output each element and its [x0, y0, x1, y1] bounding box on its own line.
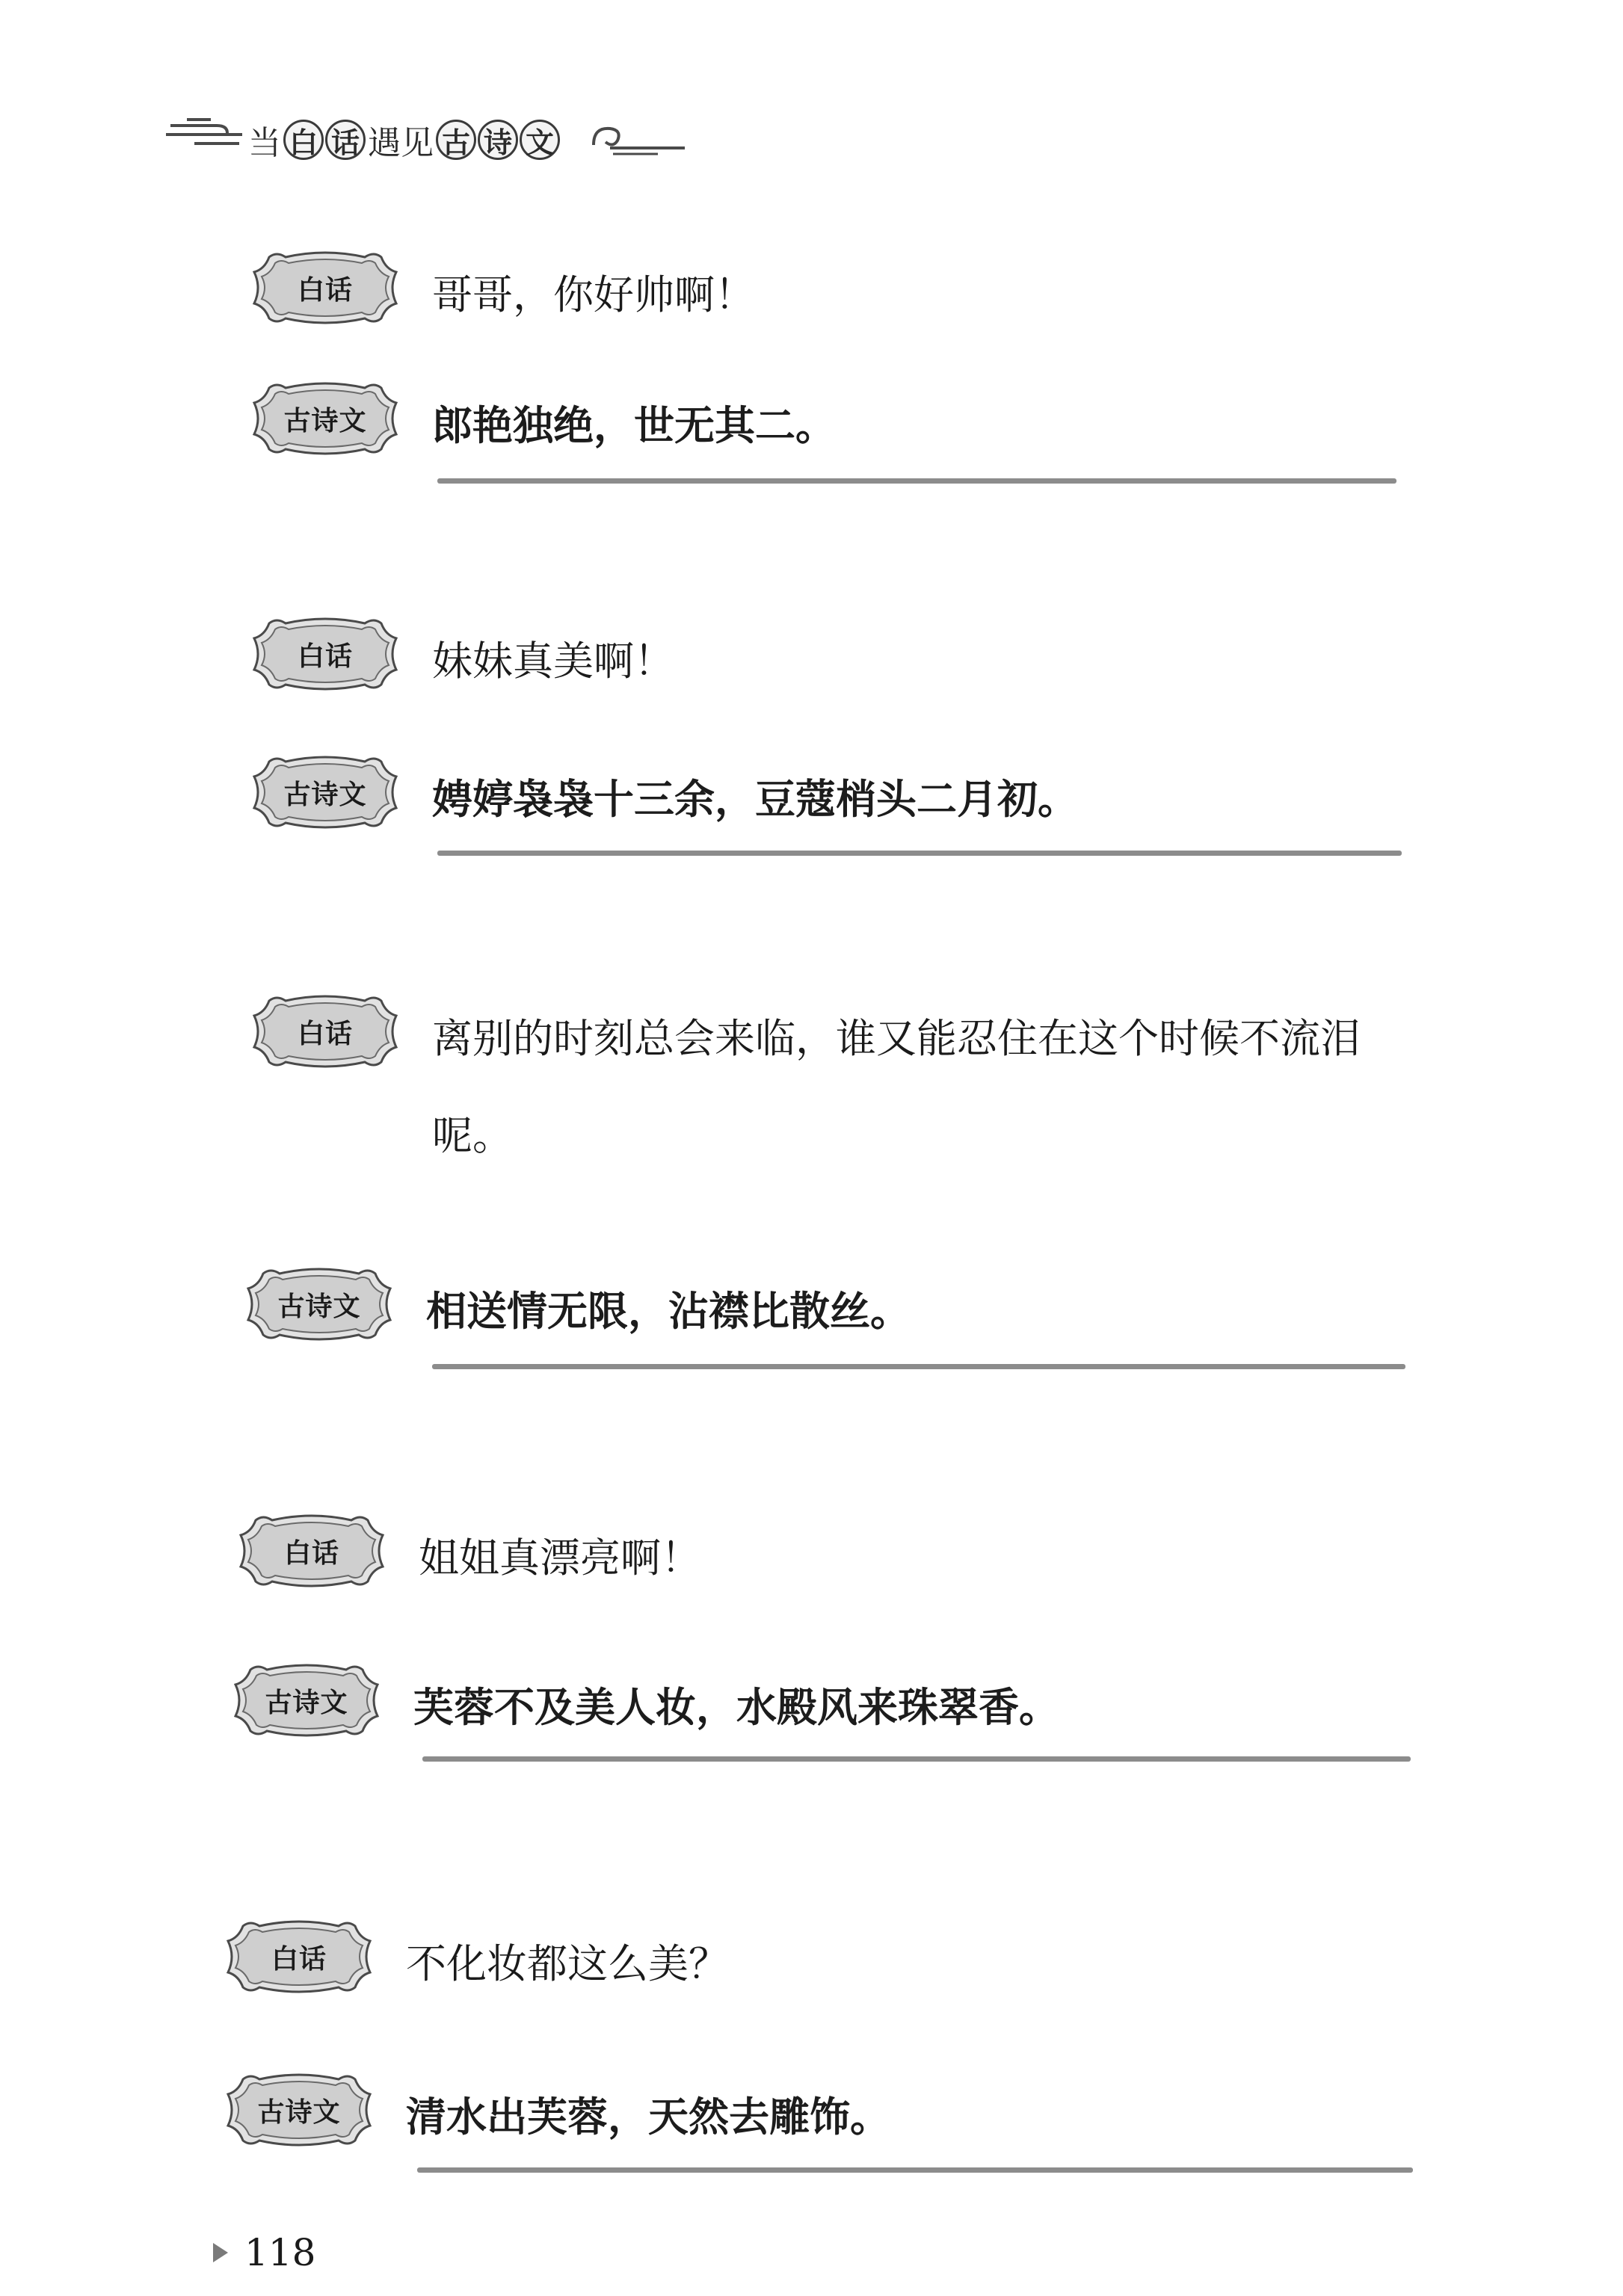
folio — [213, 2231, 315, 2274]
page-number: 118 — [244, 2231, 316, 2274]
vernacular-tag-label: 白话 — [271, 1943, 327, 1975]
divider-line — [437, 478, 1396, 484]
vernacular-line — [247, 613, 1389, 710]
vernacular-line — [247, 990, 1426, 1185]
classical-tag-label: 古诗文 — [283, 405, 367, 436]
vernacular-tag-label: 白话 — [297, 641, 353, 672]
vernacular-text: 哥哥，你好帅啊！ — [432, 271, 755, 318]
vernacular-tag-label: 白话 — [297, 1018, 353, 1049]
classical-tag — [247, 751, 404, 833]
classical-tag-label: 古诗文 — [265, 1687, 348, 1718]
vernacular-tag-label: 白话 — [297, 274, 353, 306]
header-title-bubble-char: 文 — [520, 120, 560, 160]
classical-text: 清水出芙蓉，天然去雕饰。 — [406, 2093, 890, 2141]
classical-text: 郎艳独绝，世无其二。 — [432, 402, 836, 449]
vernacular-text: 妹妹真美啊！ — [432, 638, 674, 685]
classical-text: 相送情无限，沾襟比散丝。 — [426, 1288, 911, 1335]
swirl-ornament-icon — [591, 114, 688, 158]
triangle-marker-icon — [213, 2243, 228, 2262]
vernacular-tag — [233, 1510, 390, 1592]
vernacular-tag — [247, 613, 404, 695]
classical-text: 娉婷袅袅十三余，豆蔻梢头二月初。 — [432, 776, 1078, 823]
header-title-bubble-char: 话 — [325, 120, 366, 160]
header-title-text: 遇见 — [368, 124, 434, 162]
header-title-bubble-char: 古 — [436, 120, 476, 160]
divider-line — [417, 2167, 1413, 2173]
classical-tag-label: 古诗文 — [277, 1291, 361, 1322]
classical-tag-label: 古诗文 — [257, 2096, 341, 2128]
divider-line — [432, 1364, 1405, 1369]
classical-line — [221, 2069, 1363, 2166]
vernacular-tag — [221, 1916, 378, 1998]
vernacular-text: 姐姐真漂亮啊！ — [419, 1534, 701, 1581]
divider-line — [422, 1756, 1411, 1762]
vernacular-line — [221, 1916, 1363, 2013]
cloud-ornament-icon — [164, 111, 247, 155]
vernacular-line — [233, 1510, 1376, 1607]
classical-line — [247, 377, 1389, 475]
classical-tag — [247, 377, 404, 460]
classical-tag-label: 古诗文 — [283, 779, 367, 810]
vernacular-tag — [247, 247, 404, 329]
vernacular-tag — [247, 990, 404, 1073]
running-header — [164, 105, 688, 172]
divider-line — [437, 851, 1402, 856]
classical-tag — [228, 1659, 385, 1741]
vernacular-text: 离别的时刻总会来临，谁又能忍住在这个时候不流泪呢。 — [432, 1015, 1361, 1159]
classical-text: 芙蓉不及美人妆，水殿风来珠翠香。 — [413, 1684, 1059, 1731]
running-header-title — [247, 114, 561, 166]
classical-tag — [221, 2069, 378, 2151]
classical-line — [228, 1659, 1370, 1756]
classical-line — [241, 1263, 1383, 1360]
vernacular-line — [247, 247, 1389, 344]
header-title-bubble-char: 白 — [283, 120, 324, 160]
header-title-text: 当 — [248, 124, 281, 162]
header-title-bubble-char: 诗 — [478, 120, 518, 160]
classical-tag — [241, 1263, 398, 1345]
vernacular-text: 不化妆都这么美？ — [406, 1940, 729, 1987]
classical-line — [247, 751, 1389, 848]
vernacular-tag-label: 白话 — [283, 1537, 339, 1569]
